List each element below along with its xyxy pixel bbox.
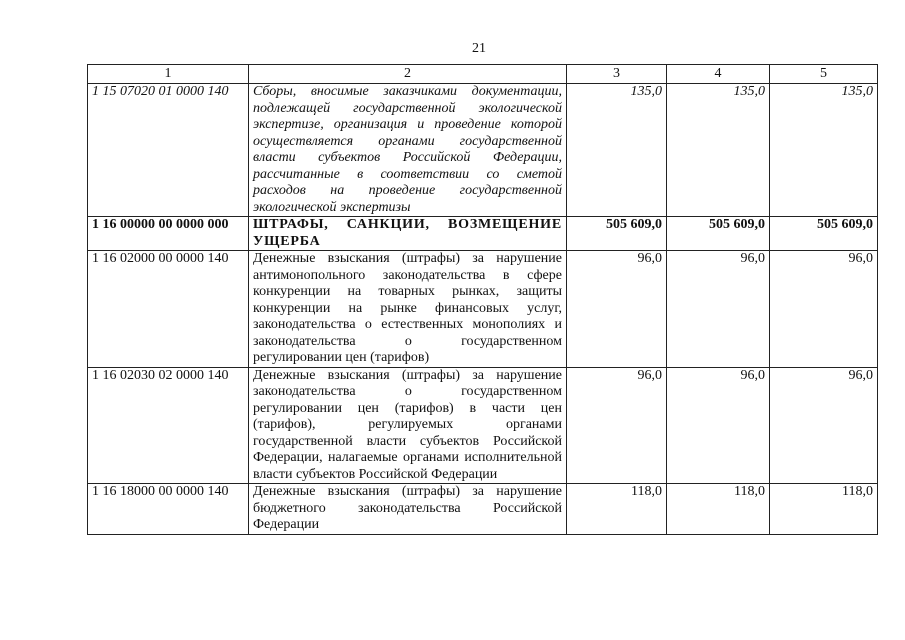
row-value-col3: 505 609,0 — [567, 217, 667, 251]
row-value-col4: 96,0 — [667, 367, 770, 484]
row-value-col5: 96,0 — [770, 367, 878, 484]
page-number: 21 — [472, 41, 486, 56]
row-code: 1 16 18000 00 0000 140 — [88, 484, 249, 535]
budget-table — [87, 64, 878, 535]
table-row — [88, 217, 878, 251]
row-value-col3: 135,0 — [567, 84, 667, 217]
table-header-row — [88, 65, 878, 84]
row-code: 1 16 00000 00 0000 000 — [88, 217, 249, 251]
row-value-col3: 118,0 — [567, 484, 667, 535]
row-code: 1 16 02000 00 0000 140 — [88, 251, 249, 368]
row-description: Денежные взыскания (штрафы) за нарушение бюджетного законодательства Российской Федерации — [249, 484, 567, 535]
row-value-col5: 96,0 — [770, 251, 878, 368]
column-header-5: 5 — [770, 65, 878, 84]
row-value-col5: 118,0 — [770, 484, 878, 535]
table-row — [88, 367, 878, 484]
row-value-col4: 118,0 — [667, 484, 770, 535]
row-description: Денежные взыскания (штрафы) за нарушение антимонопольного законодательства в сфере конкуренции на товарных рынках, защиты конкуренции на рынке финансовых услуг, законодательства о естественных монополиях и законодательства о государственном регулировании цен (тарифов) — [249, 251, 567, 368]
column-header-1: 1 — [88, 65, 249, 84]
row-value-col5: 135,0 — [770, 84, 878, 217]
row-code: 1 16 02030 02 0000 140 — [88, 367, 249, 484]
row-value-col3: 96,0 — [567, 251, 667, 368]
row-value-col5: 505 609,0 — [770, 217, 878, 251]
column-header-2: 2 — [249, 65, 567, 84]
table-row — [88, 251, 878, 368]
row-code: 1 15 07020 01 0000 140 — [88, 84, 249, 217]
row-description: Сборы, вносимые заказчиками документации, подлежащей государственной экологической экспертизе, организация и проведение которой осуществляется органами государственной власти субъектов Российской Федерации, рассчитанные в соответствии со сметой расходов на проведение государственной экологической экспертизы — [249, 84, 567, 217]
row-description: Денежные взыскания (штрафы) за нарушение законодательства о государственном регулировании цен (тарифов) в части цен (тарифов), регулируемых органами государственной власти субъектов Российской Федерации, налагаемые органами исполнительной власти субъектов Российской Федерации — [249, 367, 567, 484]
row-value-col4: 135,0 — [667, 84, 770, 217]
row-value-col4: 505 609,0 — [667, 217, 770, 251]
column-header-3: 3 — [567, 65, 667, 84]
column-header-4: 4 — [667, 65, 770, 84]
row-value-col4: 96,0 — [667, 251, 770, 368]
row-value-col3: 96,0 — [567, 367, 667, 484]
row-description: ШТРАФЫ, САНКЦИИ, ВОЗМЕЩЕНИЕ УЩЕРБА — [249, 217, 567, 251]
table-row — [88, 484, 878, 535]
table-row — [88, 84, 878, 217]
